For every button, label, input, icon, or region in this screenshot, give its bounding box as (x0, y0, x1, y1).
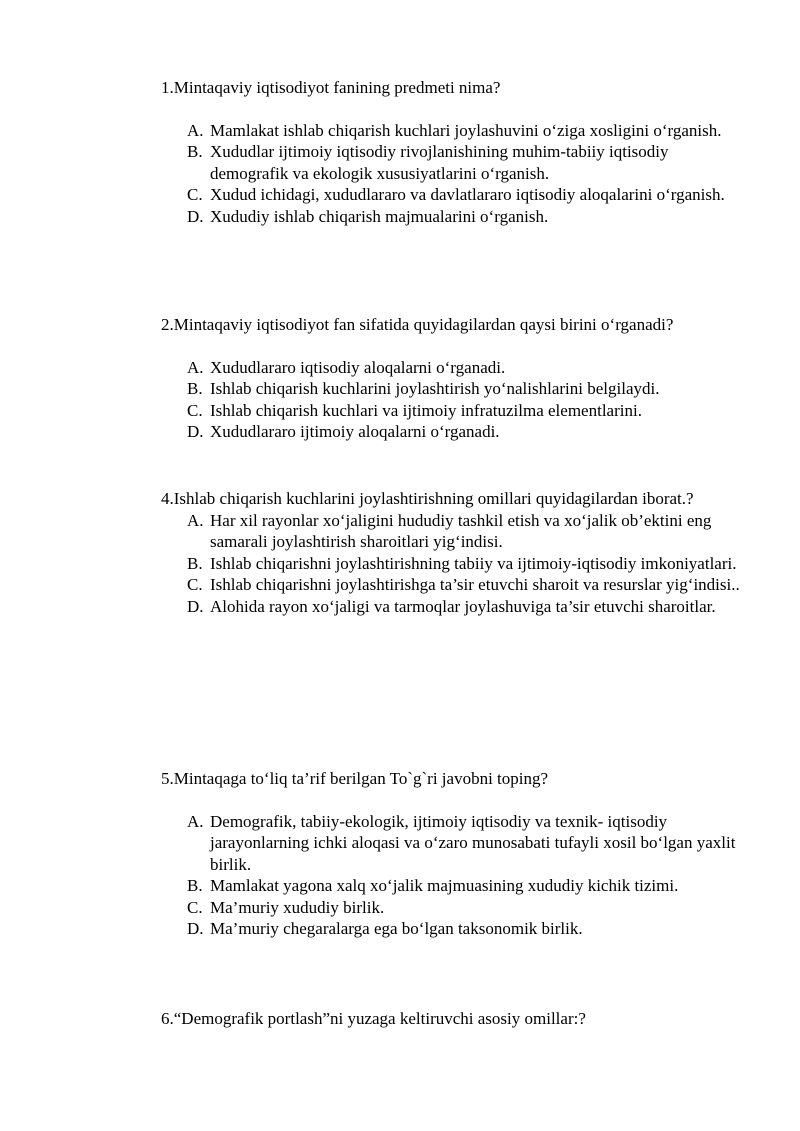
option-text: Mamlakat ishlab chiqarish kuchlari joylashuvini o‘ziga xosligini o‘rganish. (210, 120, 722, 140)
option-c (115, 400, 740, 422)
option-text: Ma’muriy xududiy birlik. (210, 897, 385, 917)
question-1 (115, 77, 740, 227)
option-a (115, 510, 740, 553)
question-text: 4.Ishlab chiqarish kuchlarini joylashtirishning omillari quyidagilardan iborat.? (161, 489, 694, 508)
question-text: 1.Mintaqaviy iqtisodiyot fanining predmeti nima? (161, 78, 501, 97)
option-a (115, 357, 740, 379)
option-b (115, 875, 740, 897)
option-b (115, 378, 740, 400)
option-letter: B. (187, 379, 203, 398)
option-text: Ishlab chiqarish kuchlarini joylashtirish yo‘nalishlarini belgilaydi. (210, 379, 660, 398)
option-letter: C. (187, 400, 203, 420)
option-c (115, 897, 740, 919)
option-c (115, 184, 740, 206)
option-b (115, 141, 740, 184)
option-text: Ishlab chiqarishni joylashtirishning tabiiy va ijtimoiy-iqtisodiy imkoniyatlari. (210, 553, 737, 573)
options-list (115, 510, 740, 618)
option-letter: C. (187, 897, 203, 917)
option-text: Har xil rayonlar xo‘jaligini hududiy tashkil etish va xo‘jalik ob’ektini eng samarali joylashtirish sharoitlari yig‘indisi. (210, 510, 712, 551)
option-text: Xududlararo iqtisodiy aloqalarni o‘rganadi. (210, 357, 506, 377)
option-d (115, 206, 740, 228)
option-letter: A. (187, 120, 204, 140)
option-letter: C. (187, 185, 203, 204)
option-text: Xududlar ijtimoiy iqtisodiy rivojlanishining muhim-tabiiy iqtisodiy demografik va ekologik xususiyatlarini o‘rganish. (210, 142, 669, 183)
option-text: Xududiy ishlab chiqarish majmualarini o‘rganish. (210, 206, 549, 226)
option-letter: A. (187, 510, 204, 530)
question-text: 5.Mintaqaga to‘liq ta’rif berilgan To`g`ri javobni toping? (161, 769, 549, 788)
option-text: Ishlab chiqarish kuchlari va ijtimoiy infratuzilma elementlarini. (210, 400, 642, 420)
option-letter: A. (187, 811, 204, 831)
option-letter: B. (187, 553, 203, 573)
question-text: 2.Mintaqaviy iqtisodiyot fan sifatida quyidagilardan qaysi birini o‘rganadi? (161, 315, 674, 334)
question-4 (115, 488, 740, 617)
option-text: Mamlakat yagona xalq xo‘jalik majmuasining xududiy kichik tizimi. (210, 876, 679, 895)
options-list (115, 120, 740, 228)
option-letter: D. (187, 919, 204, 938)
option-letter: D. (187, 596, 204, 616)
option-a (115, 120, 740, 142)
option-c (115, 574, 740, 596)
question-text: 6.“Demografik portlash”ni yuzaga keltiruvchi asosiy omillar:? (161, 1009, 586, 1028)
option-text: Xudud ichidagi, xududlararo va davlatlararo iqtisodiy aloqalarini o‘rganish. (210, 185, 725, 204)
question-2 (115, 314, 740, 443)
option-letter: C. (187, 575, 203, 594)
option-text: Alohida rayon xo‘jaligi va tarmoqlar joylashuviga ta’sir etuvchi sharoitlar. (210, 596, 716, 616)
option-letter: B. (187, 142, 203, 161)
option-text: Ma’muriy chegaralarga ega bo‘lgan taksonomik birlik. (210, 919, 583, 938)
option-d (115, 918, 740, 940)
options-list (115, 811, 740, 940)
question-5 (115, 768, 740, 940)
option-a (115, 811, 740, 876)
option-d (115, 596, 740, 618)
option-text: Ishlab chiqarishni joylashtirishga ta’sir etuvchi sharoit va resurslar yig‘indisi.. (210, 575, 740, 594)
option-text: Demografik, tabiiy-ekologik, ijtimoiy iqtisodiy va texnik- iqtisodiy jarayonlarning ichki aloqasi va o‘zaro munosabati tufayli xosil bo‘lgan yaxlit birlik. (210, 811, 736, 874)
options-list (115, 357, 740, 443)
option-text: Xududlararo ijtimoiy aloqalarni o‘rganadi. (210, 422, 500, 441)
option-b (115, 553, 740, 575)
option-letter: D. (187, 422, 204, 441)
question-6 (115, 1008, 740, 1030)
option-letter: B. (187, 876, 203, 895)
option-letter: A. (187, 357, 204, 377)
option-d (115, 421, 740, 443)
option-letter: D. (187, 206, 204, 226)
